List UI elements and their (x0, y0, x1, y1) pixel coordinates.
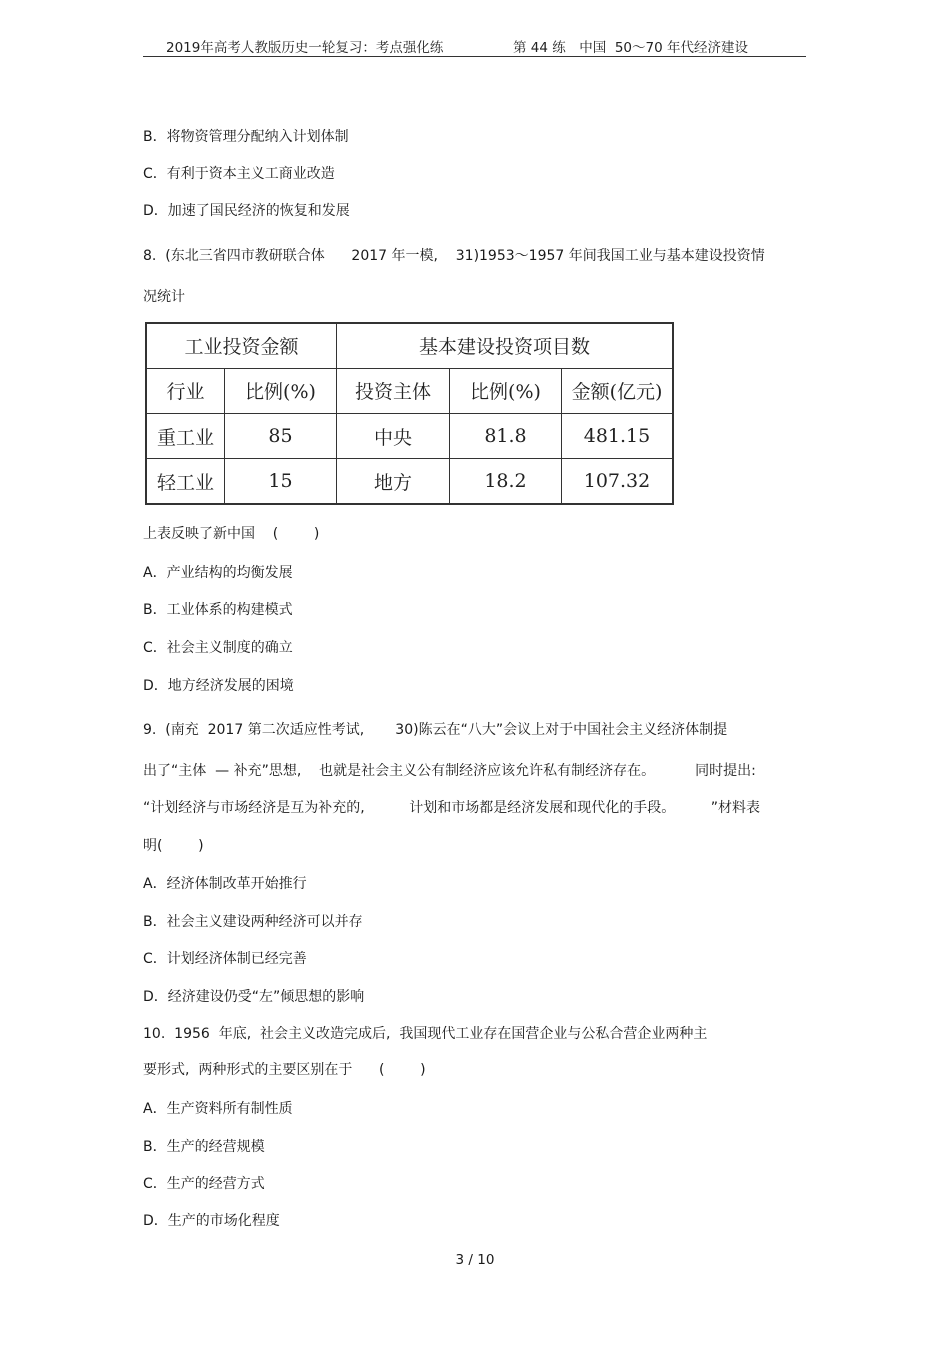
page-number: 3 / 10 (455, 1252, 495, 1268)
q10-option-a: A．生产资料所有制性质 (143, 1101, 293, 1117)
table-cell: 15 (225, 459, 337, 504)
table-cell: 重工业 (146, 414, 225, 459)
q9-option-b: B．社会主义建设两种经济可以并存 (143, 914, 363, 930)
col-header: 金额(亿元) (562, 368, 674, 413)
q10-stem-line2: 要形式, 两种形式的主要区别在于 ( ) (143, 1062, 426, 1078)
table-cell: 地方 (337, 459, 450, 504)
table-cell: 481.15 (562, 414, 674, 459)
q8-question: 上表反映了新中国 ( ) (143, 526, 320, 542)
q9-stem-line3: “计划经济与市场经济是互为补充的, 计划和市场都是经济发展和现代化的手段。 ”材料表 (143, 800, 761, 816)
header-title: 2019年高考人教版历史一轮复习：考点强化练 (166, 40, 444, 56)
q9-option-d: D．经济建设仍受“左”倾思想的影响 (143, 989, 365, 1005)
table-cell: 107.32 (562, 459, 674, 504)
q8-option-c: C．社会主义制度的确立 (143, 640, 293, 656)
col-header: 投资主体 (337, 368, 450, 413)
header-section: 第 44 练 中国 50～70 年代经济建设 (513, 40, 748, 56)
q9-stem: 9. (南充 2017 第二次适应性考试, 30)陈云在“八大”会议上对于中国社会主义经济体制提 (143, 722, 728, 738)
q9-stem-line4: 明( ) (143, 838, 204, 854)
q9-option-a: A．经济体制改革开始推行 (143, 876, 307, 892)
q7-option-c: C．有利于资本主义工商业改造 (143, 166, 335, 182)
group-header-industry: 工业投资金额 (146, 323, 337, 368)
investment-table-image (145, 322, 679, 508)
group-header-construction: 基本建设投资项目数 (337, 323, 674, 368)
q7-option-b: B．将物资管理分配纳入计划体制 (143, 129, 349, 145)
page-header (143, 36, 806, 57)
q8-stem-cont: 况统计 (143, 289, 185, 305)
q10-option-c: C．生产的经营方式 (143, 1176, 265, 1192)
col-header: 比例(%) (225, 368, 337, 413)
col-header: 行业 (146, 368, 225, 413)
table-cell: 85 (225, 414, 337, 459)
table-row (146, 414, 673, 459)
table-cell: 18.2 (450, 459, 562, 504)
q10-option-b: B．生产的经营规模 (143, 1139, 265, 1155)
col-header: 比例(%) (450, 368, 562, 413)
investment-table (145, 322, 674, 505)
table-cell: 81.8 (450, 414, 562, 459)
table-row (146, 459, 673, 504)
q8-option-d: D．地方经济发展的困境 (143, 678, 294, 694)
q9-option-c: C．计划经济体制已经完善 (143, 951, 307, 967)
table-cell: 中央 (337, 414, 450, 459)
q10-stem: 10. 1956 年底, 社会主义改造完成后, 我国现代工业存在国营企业与公私合营企业两种主 (143, 1026, 708, 1042)
q8-option-b: B．工业体系的构建模式 (143, 602, 293, 618)
table-cell: 轻工业 (146, 459, 225, 504)
q8-option-a: A．产业结构的均衡发展 (143, 565, 293, 581)
q7-option-d: D．加速了国民经济的恢复和发展 (143, 203, 350, 219)
q9-stem-line2: 出了“主体 — 补充”思想, 也就是社会主义公有制经济应该允许私有制经济存在。 同时提出: (143, 763, 756, 779)
q8-stem: 8. (东北三省四市教研联合体 2017 年一模, 31)1953～1957 年间我国工业与基本建设投资情 (143, 248, 765, 264)
q10-option-d: D．生产的市场化程度 (143, 1213, 280, 1229)
